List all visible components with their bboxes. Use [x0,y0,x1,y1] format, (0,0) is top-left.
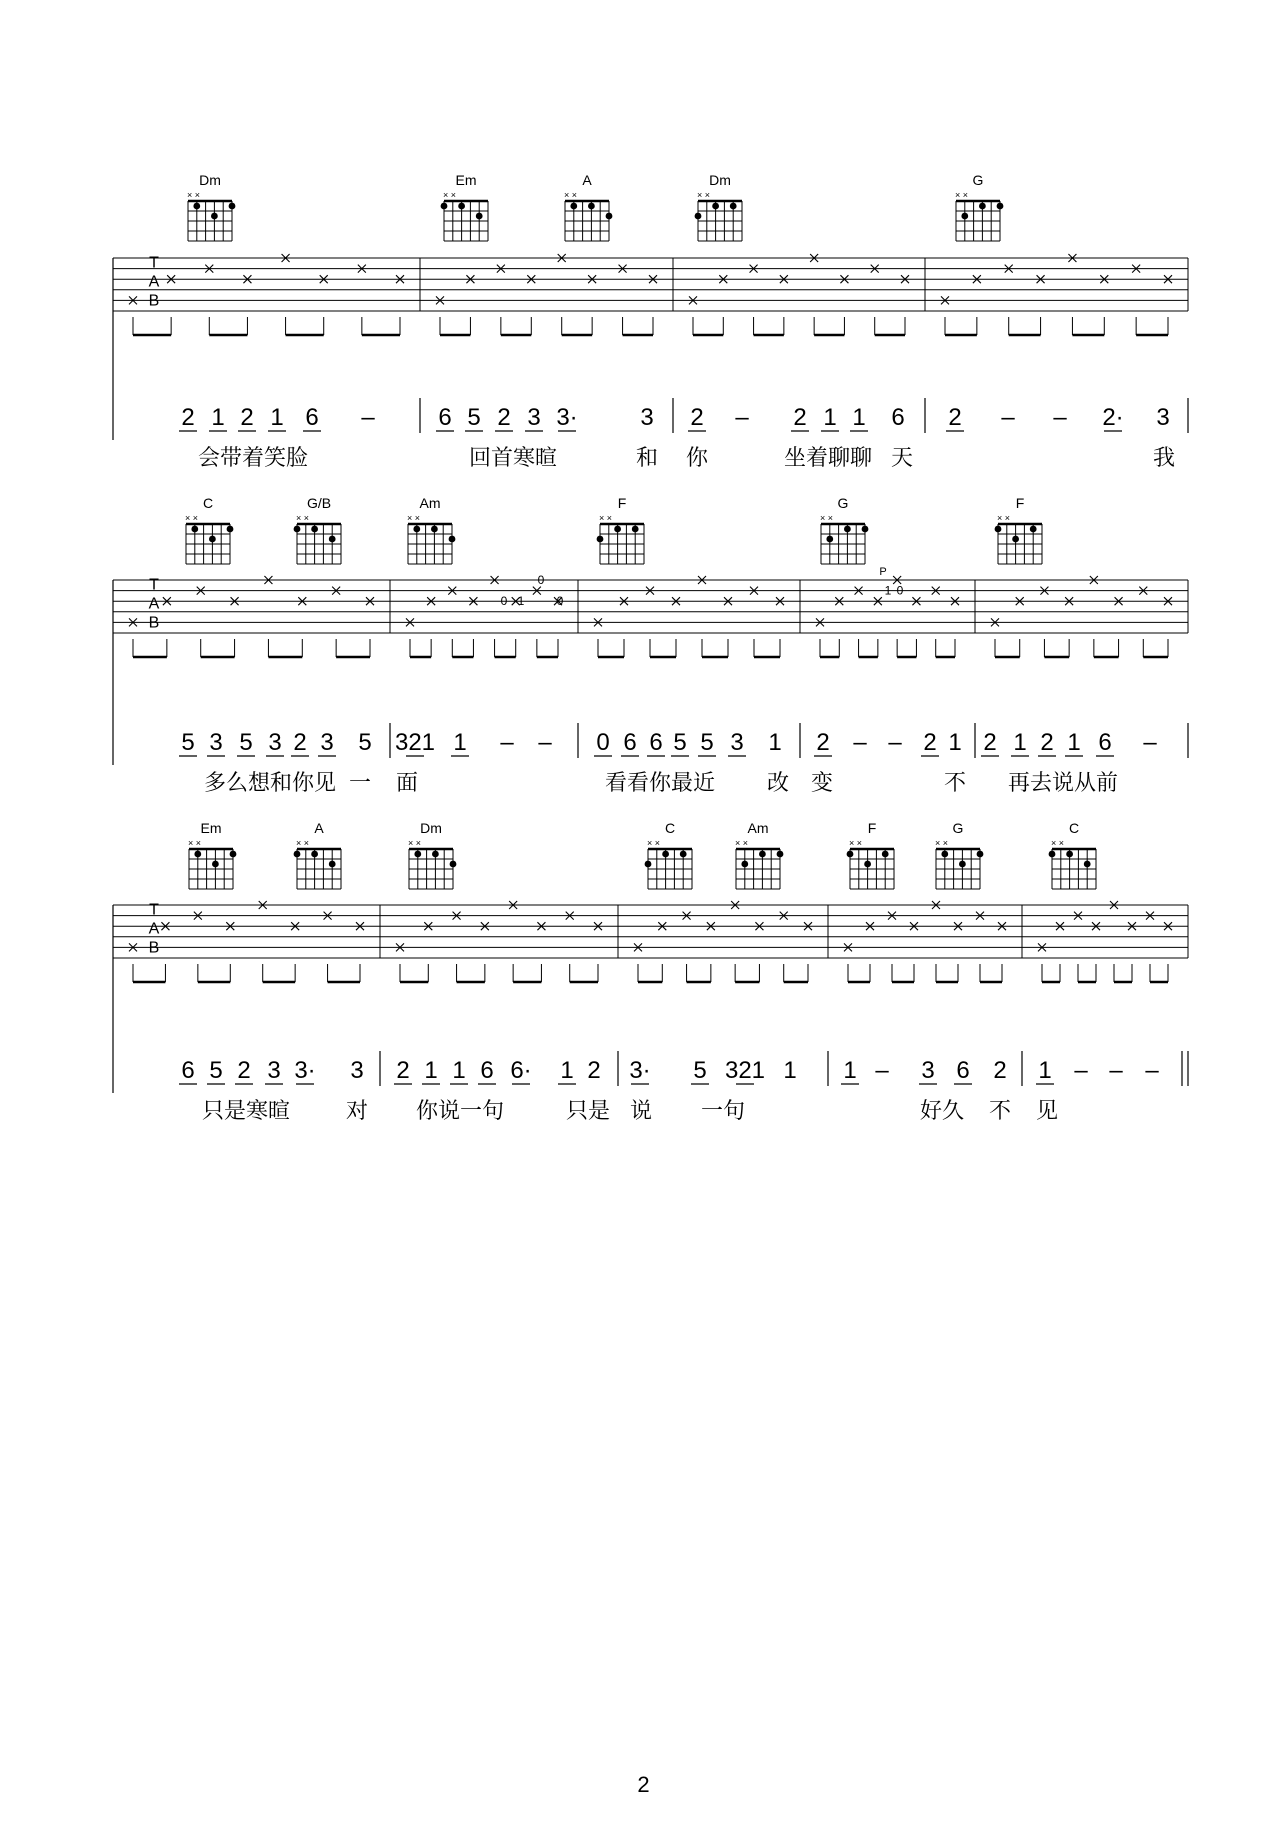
jianpu-note: 2 [240,404,254,431]
jianpu-note: 3 [640,404,654,431]
chord-finger-dot [862,526,869,533]
tab-clef-letter: B [148,292,160,310]
jianpu-note: 1 [1067,729,1081,756]
lyric-text: 说 [629,1099,653,1124]
jianpu-note: – [888,729,902,756]
lyric-text: 一 [348,771,372,796]
lyric-text: 再去说从前 [1007,771,1119,796]
jianpu-note: 2· [1102,404,1124,431]
chord-finger-dot [211,213,218,220]
jianpu-note: – [1001,404,1015,431]
lyric-text: 天 [890,446,914,471]
chord-diagram [820,495,868,564]
tab-fret-number: 1 [517,594,525,609]
chord-diagram [408,820,456,889]
system-3 [113,820,1188,1124]
chord-name: C [202,495,214,511]
jianpu-note: 2 [793,404,807,431]
lyric-text: 和 [635,446,659,471]
chord-diagram [995,495,1042,564]
chord-finger-dot [1012,536,1019,543]
jianpu-note: 6 [891,404,905,431]
chord-mute-mark: × × [187,190,201,200]
jianpu-note: 3· [556,404,578,431]
jianpu-note: 2 [587,1057,601,1084]
chord-finger-dot [632,526,639,533]
tab-clef-letter: B [148,939,160,957]
jianpu-note: 2 [181,404,195,431]
jianpu-note: 6 [956,1057,970,1084]
chord-name: Dm [709,172,731,188]
chord-diagram [735,820,783,889]
jianpu-note: 3 [527,404,541,431]
jianpu-note: 321 [724,1057,766,1084]
jianpu-note: 321 [394,729,436,756]
chord-finger-dot [432,851,439,858]
chord-finger-dot [695,213,702,220]
chord-mute-mark: × × [697,190,711,200]
jianpu-note: 5 [181,729,195,756]
chord-finger-dot [194,851,201,858]
chord-diagram [955,172,1003,241]
lyric-text: 只是寒暄 [201,1099,291,1124]
chord-name: F [867,820,877,836]
chord-finger-dot [294,851,301,858]
jianpu-note: 1 [823,404,837,431]
chord-name: F [1015,495,1025,511]
jianpu-note: 2 [396,1057,410,1084]
chord-finger-dot [979,203,986,210]
tab-clef-letter: B [148,614,160,632]
jianpu-note: 3 [1156,404,1170,431]
jianpu-note: 3 [268,729,282,756]
chord-diagram [645,820,692,889]
jianpu-note: 1 [783,1057,797,1084]
chord-finger-dot [662,851,669,858]
lyric-text: 看看你最近 [604,771,716,796]
chord-diagram [185,495,233,564]
chord-finger-dot [995,526,1002,533]
chord-mute-mark: × × [185,513,199,523]
lyric-text: 变 [810,771,834,796]
lyric-text: 回首寒暄 [468,446,558,471]
jianpu-note: 3 [350,1057,364,1084]
chord-finger-dot [193,203,200,210]
chord-finger-dot [712,203,719,210]
jianpu-note: 1 [1013,729,1027,756]
chord-diagram [695,172,742,241]
lyric-text: 坐着聊聊 [783,446,873,471]
chord-name: G/B [306,495,332,511]
chord-name: C [664,820,676,836]
jianpu-note: 3· [294,1057,316,1084]
jianpu-note: 1 [560,1057,574,1084]
jianpu-note: 2 [1040,729,1054,756]
chord-finger-dot [844,526,851,533]
tab-clef-letter: T [149,576,159,594]
chord-mute-mark: × × [735,838,749,848]
jianpu-note: 3· [629,1057,651,1084]
chord-finger-dot [191,526,198,533]
jianpu-note: – [361,404,375,431]
chord-mute-mark: × × [647,838,661,848]
chord-finger-dot [229,203,236,210]
jianpu-note: 5 [209,1057,223,1084]
page-number: 2 [637,1772,650,1797]
chord-finger-dot [961,213,968,220]
tab-fret-number: 0 [500,594,508,609]
jianpu-note: 5 [673,729,687,756]
jianpu-note: 3 [320,729,334,756]
jianpu-note: 1 [948,729,962,756]
chord-name: A [582,172,592,188]
jianpu-note: 6 [480,1057,494,1084]
jianpu-note: 0 [596,729,610,756]
chord-finger-dot [1030,526,1037,533]
chord-finger-dot [1066,851,1073,858]
chord-mute-mark: × × [997,513,1011,523]
jianpu-note: 2 [993,1057,1007,1084]
lyric-text: 多么想和你见 [203,771,337,796]
chord-name: G [837,495,849,511]
tab-fret-number: 1 [884,583,892,598]
lyric-text: 好久 [919,1099,965,1124]
jianpu-note: 1 [843,1057,857,1084]
chord-mute-mark: × × [564,190,578,200]
chord-mute-mark: × × [599,513,613,523]
lyric-text: 面 [395,771,419,796]
chord-finger-dot [588,203,595,210]
jianpu-note: 1 [270,404,284,431]
chord-diagram [441,172,488,241]
system-2 [113,495,1188,796]
chord-diagram [597,495,644,564]
jianpu-note: – [538,729,552,756]
jianpu-note: 2 [293,729,307,756]
chord-finger-dot [458,203,465,210]
chord-diagram [1049,820,1096,889]
lyric-text: 你说一句 [415,1099,505,1124]
chord-name: Am [747,820,769,836]
chord-mute-mark: × × [188,838,202,848]
jianpu-note: 6 [181,1057,195,1084]
chord-mute-mark: × × [296,513,310,523]
chord-name: G [972,172,984,188]
chord-finger-dot [959,861,966,868]
jianpu-note: 3 [730,729,744,756]
chord-finger-dot [680,851,687,858]
jianpu-note: 1 [852,404,866,431]
jianpu-note: 2 [948,404,962,431]
chord-finger-dot [441,203,448,210]
chord-mute-mark: × × [408,838,422,848]
lyric-text: 不 [943,771,967,796]
chord-mute-mark: × × [849,838,863,848]
chord-finger-dot [614,526,621,533]
tab-fret-number: 0 [556,594,564,609]
chord-finger-dot [759,851,766,858]
chord-finger-dot [826,536,833,543]
lyric-text: 不 [988,1099,1012,1124]
jianpu-note: – [1145,1057,1159,1084]
jianpu-note: – [1074,1057,1088,1084]
chord-diagram [935,820,983,889]
chord-finger-dot [414,851,421,858]
chord-finger-dot [311,526,318,533]
chord-diagram [187,172,235,241]
chord-name: Dm [199,172,221,188]
tab-clef-letter: A [148,920,160,938]
chord-name: C [1068,820,1080,836]
chord-finger-dot [606,213,613,220]
chord-finger-dot [209,536,216,543]
lyric-text: 改 [766,771,790,796]
lyric-text: 你 [685,446,709,471]
chord-finger-dot [1049,851,1056,858]
lyric-text: 只是 [565,1099,611,1124]
chord-finger-dot [476,213,483,220]
chord-finger-dot [597,536,604,543]
chord-mute-mark: × × [935,838,949,848]
chord-finger-dot [741,861,748,868]
tab-clef-letter: T [149,254,159,272]
chord-finger-dot [977,851,984,858]
jianpu-note: 1 [452,1057,466,1084]
chord-name: G [952,820,964,836]
chord-finger-dot [329,536,336,543]
jianpu-note: – [1053,404,1067,431]
lyric-text: 会带着笑脸 [197,446,309,471]
chord-finger-dot [570,203,577,210]
jianpu-note: 3 [921,1057,935,1084]
chord-mute-mark: × × [955,190,969,200]
chord-finger-dot [645,861,652,868]
chord-finger-dot [864,861,871,868]
chord-finger-dot [847,851,854,858]
jianpu-note: 6 [305,404,319,431]
jianpu-note: 3 [267,1057,281,1084]
lyric-text: 一句 [700,1099,746,1124]
tab-fret-number: 0 [896,583,904,598]
jianpu-note: 2 [816,729,830,756]
chord-finger-dot [311,851,318,858]
jianpu-note: – [1109,1057,1123,1084]
jianpu-note: 2 [983,729,997,756]
chord-diagram [407,495,455,564]
jianpu-note: 2 [690,404,704,431]
jianpu-note: – [1143,729,1157,756]
chord-diagram [564,172,612,241]
tab-clef-letter: A [148,595,160,613]
jianpu-note: 2 [497,404,511,431]
chord-finger-dot [431,526,438,533]
chord-finger-dot [230,851,237,858]
jianpu-note: – [500,729,514,756]
chord-diagram [294,495,341,564]
jianpu-note: 2 [923,729,937,756]
jianpu-note: 1 [1038,1057,1052,1084]
jianpu-note: 2 [237,1057,251,1084]
tab-clef-letter: A [148,273,160,291]
jianpu-note: 6· [510,1057,532,1084]
jianpu-note: – [853,729,867,756]
chord-finger-dot [294,526,301,533]
chord-diagram [847,820,894,889]
chord-finger-dot [997,203,1004,210]
jianpu-note: 6 [623,729,637,756]
jianpu-note: 5 [239,729,253,756]
jianpu-note: 6 [1098,729,1112,756]
jianpu-note: 1 [211,404,225,431]
jianpu-note: 6 [438,404,452,431]
lyric-text: 对 [345,1099,369,1124]
jianpu-note: – [875,1057,889,1084]
jianpu-note: 1 [453,729,467,756]
jianpu-note: 6 [649,729,663,756]
chord-finger-dot [450,861,457,868]
chord-mute-mark: × × [407,513,421,523]
lyric-text: 见 [1035,1099,1059,1124]
lyric-text: 我 [1152,446,1176,471]
tab-fret-number: 0 [537,573,545,587]
chord-mute-mark: × × [820,513,834,523]
chord-finger-dot [449,536,456,543]
tab-clef-letter: T [149,901,159,919]
jianpu-note: 5 [358,729,372,756]
chord-name: Em [455,172,477,188]
chord-name: Em [200,820,222,836]
chord-finger-dot [777,851,784,858]
jianpu-note: 1 [424,1057,438,1084]
chord-name: A [314,820,324,836]
jianpu-note: 1 [768,729,782,756]
chord-name: Am [419,495,441,511]
chord-finger-dot [730,203,737,210]
chord-diagram [188,820,236,889]
chord-finger-dot [329,861,336,868]
chord-mute-mark: × × [1051,838,1065,848]
chord-name: Dm [420,820,442,836]
jianpu-note: 5 [467,404,481,431]
chord-finger-dot [413,526,420,533]
jianpu-note: 3 [209,729,223,756]
jianpu-note: 5 [700,729,714,756]
jianpu-note: – [735,404,749,431]
chord-mute-mark: × × [296,838,310,848]
chord-mute-mark: × × [443,190,457,200]
jianpu-note: 5 [693,1057,707,1084]
chord-finger-dot [941,851,948,858]
system-1 [113,172,1188,471]
chord-name: F [617,495,627,511]
chord-finger-dot [882,851,889,858]
chord-diagram [294,820,341,889]
chord-finger-dot [1084,861,1091,868]
chord-finger-dot [212,861,219,868]
chord-finger-dot [227,526,234,533]
legato-mark: P [879,566,887,578]
